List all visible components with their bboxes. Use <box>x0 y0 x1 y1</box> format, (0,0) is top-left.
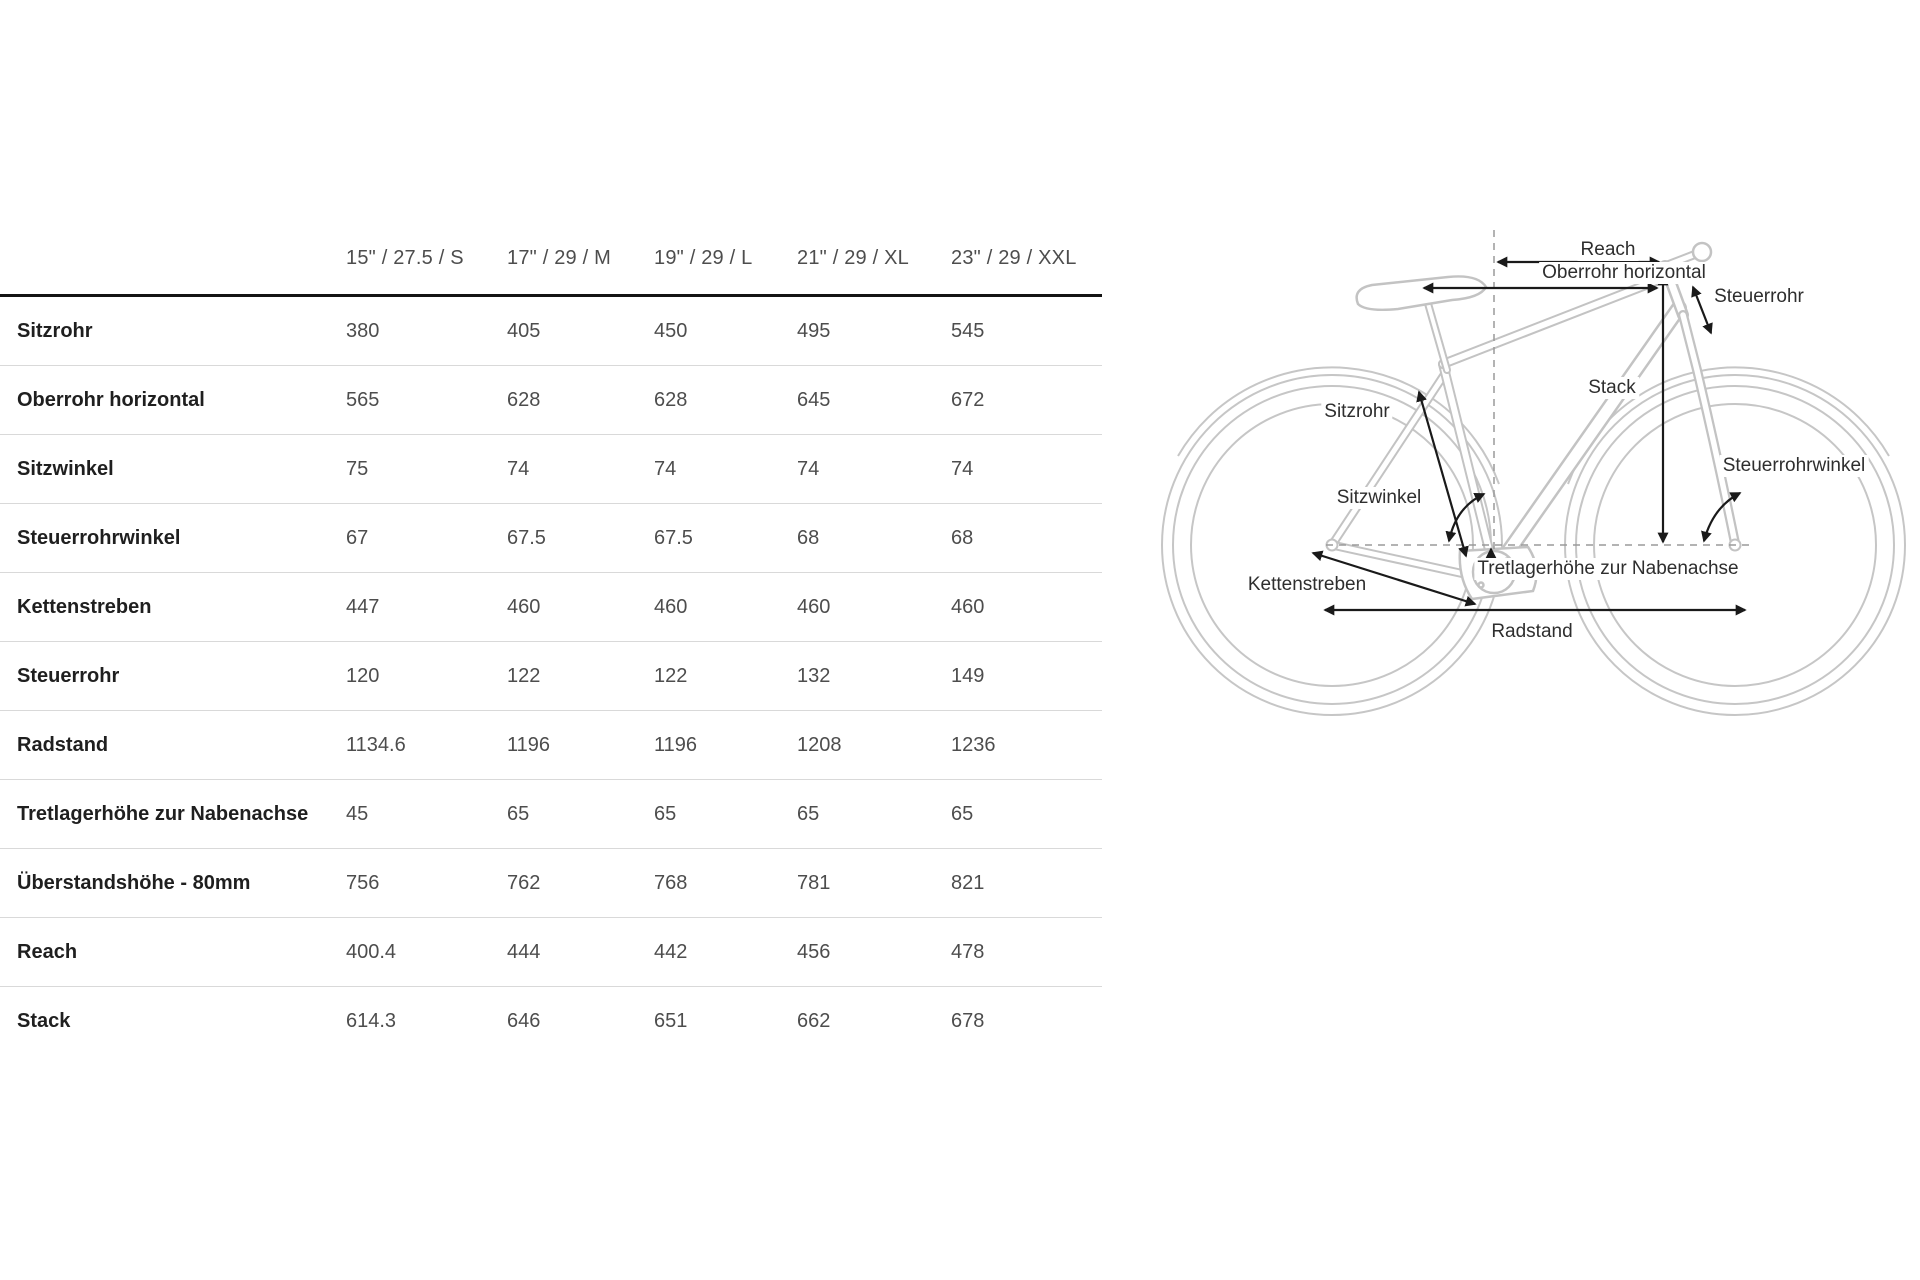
column-header: 21" / 29 / XL <box>797 246 909 269</box>
row-value: 65 <box>797 802 820 825</box>
row-value: 132 <box>797 664 831 687</box>
row-label: Überstandshöhe - 80mm <box>17 871 251 894</box>
row-value: 768 <box>654 871 688 894</box>
table-row <box>0 849 1102 918</box>
row-value: 460 <box>507 595 541 618</box>
row-value: 1134.6 <box>346 733 406 756</box>
kettenstreben-label: Kettenstreben <box>1245 574 1369 596</box>
row-value: 67.5 <box>507 526 546 549</box>
row-value: 68 <box>951 526 974 549</box>
row-value: 545 <box>951 319 985 342</box>
table-header-row <box>0 222 1102 297</box>
column-header: 17" / 29 / M <box>507 246 611 269</box>
row-value: 651 <box>654 1010 688 1032</box>
row-value: 645 <box>797 388 831 411</box>
row-label: Tretlagerhöhe zur Nabenachse <box>17 802 309 825</box>
table-row <box>0 297 1102 366</box>
row-value: 405 <box>507 319 541 342</box>
row-value: 495 <box>797 319 831 342</box>
table-row <box>0 642 1102 711</box>
column-header: 19" / 29 / L <box>654 246 753 269</box>
row-value: 662 <box>797 1010 831 1032</box>
row-value: 67.5 <box>654 526 693 549</box>
table-row <box>0 435 1102 504</box>
row-value: 74 <box>951 457 974 480</box>
oberrohr-label: Oberrohr horizontal <box>1539 262 1709 284</box>
row-value: 1208 <box>797 733 842 756</box>
table-row <box>0 918 1102 987</box>
table-row <box>0 711 1102 780</box>
steuerrohr-arrow <box>1693 287 1711 333</box>
row-value: 781 <box>797 871 831 894</box>
row-value: 120 <box>346 664 380 687</box>
bike-diagram-svg <box>1140 170 1920 730</box>
geometry-table-body <box>0 297 1102 1056</box>
row-value: 460 <box>951 595 985 618</box>
row-value: 400.4 <box>346 940 397 963</box>
row-value: 1236 <box>951 733 996 756</box>
row-value: 628 <box>654 388 688 411</box>
row-value: 45 <box>346 802 369 825</box>
row-value: 74 <box>507 457 530 480</box>
table-row <box>0 780 1102 849</box>
sitzrohr-label: Sitzrohr <box>1321 401 1392 423</box>
row-value: 628 <box>507 388 541 411</box>
column-header: 15" / 27.5 / S <box>346 246 464 269</box>
stack-label: Stack <box>1585 377 1639 399</box>
bike-geometry-diagram <box>1140 170 1920 730</box>
geometry-table <box>0 222 1102 1056</box>
row-value: 74 <box>797 457 820 480</box>
row-value: 762 <box>507 871 541 894</box>
row-value: 450 <box>654 319 688 342</box>
row-value: 65 <box>654 802 677 825</box>
row-value: 821 <box>951 871 985 894</box>
saddle <box>1357 276 1486 309</box>
row-value: 74 <box>654 457 677 480</box>
row-value: 149 <box>951 664 985 687</box>
row-label: Sitzrohr <box>17 319 93 342</box>
row-value: 65 <box>951 802 974 825</box>
table-row <box>0 987 1102 1056</box>
row-value: 460 <box>797 595 831 618</box>
row-value: 456 <box>797 940 831 963</box>
tretlagerhoehe-label: Tretlagerhöhe zur Nabenachse <box>1474 558 1741 580</box>
row-value: 447 <box>346 595 380 618</box>
row-label: Radstand <box>17 733 109 756</box>
steuerrohr-label: Steuerrohr <box>1711 286 1807 308</box>
row-label: Steuerrohr <box>17 664 120 687</box>
row-value: 444 <box>507 940 541 963</box>
row-value: 380 <box>346 319 380 342</box>
table-row <box>0 573 1102 642</box>
row-value: 756 <box>346 871 380 894</box>
row-value: 75 <box>346 457 369 480</box>
row-value: 565 <box>346 388 380 411</box>
row-value: 460 <box>654 595 688 618</box>
row-label: Oberrohr horizontal <box>17 388 205 411</box>
row-value: 1196 <box>507 733 551 756</box>
radstand-label: Radstand <box>1488 621 1575 643</box>
row-value: 646 <box>507 1010 541 1032</box>
row-value: 442 <box>654 940 688 963</box>
row-label: Kettenstreben <box>17 595 152 618</box>
row-label: Steuerrohrwinkel <box>17 526 181 549</box>
row-value: 672 <box>951 388 985 411</box>
table-row <box>0 504 1102 573</box>
row-label: Sitzwinkel <box>17 457 114 480</box>
row-value: 678 <box>951 1010 985 1032</box>
table-row <box>0 366 1102 435</box>
row-label: Stack <box>17 1010 71 1032</box>
row-value: 614.3 <box>346 1010 397 1032</box>
handlebar-grip <box>1693 243 1711 261</box>
row-value: 68 <box>797 526 820 549</box>
row-value: 65 <box>507 802 530 825</box>
row-value: 67 <box>346 526 369 549</box>
sitzwinkel-label: Sitzwinkel <box>1334 487 1424 509</box>
row-label: Reach <box>17 940 78 963</box>
row-value: 478 <box>951 940 985 963</box>
row-value: 1196 <box>654 733 698 756</box>
row-value: 122 <box>654 664 688 687</box>
column-header: 23" / 29 / XXL <box>951 246 1077 269</box>
steuerrohrwinkel-label: Steuerrohrwinkel <box>1720 455 1869 477</box>
row-value: 122 <box>507 664 541 687</box>
reach-label: Reach <box>1578 239 1639 261</box>
